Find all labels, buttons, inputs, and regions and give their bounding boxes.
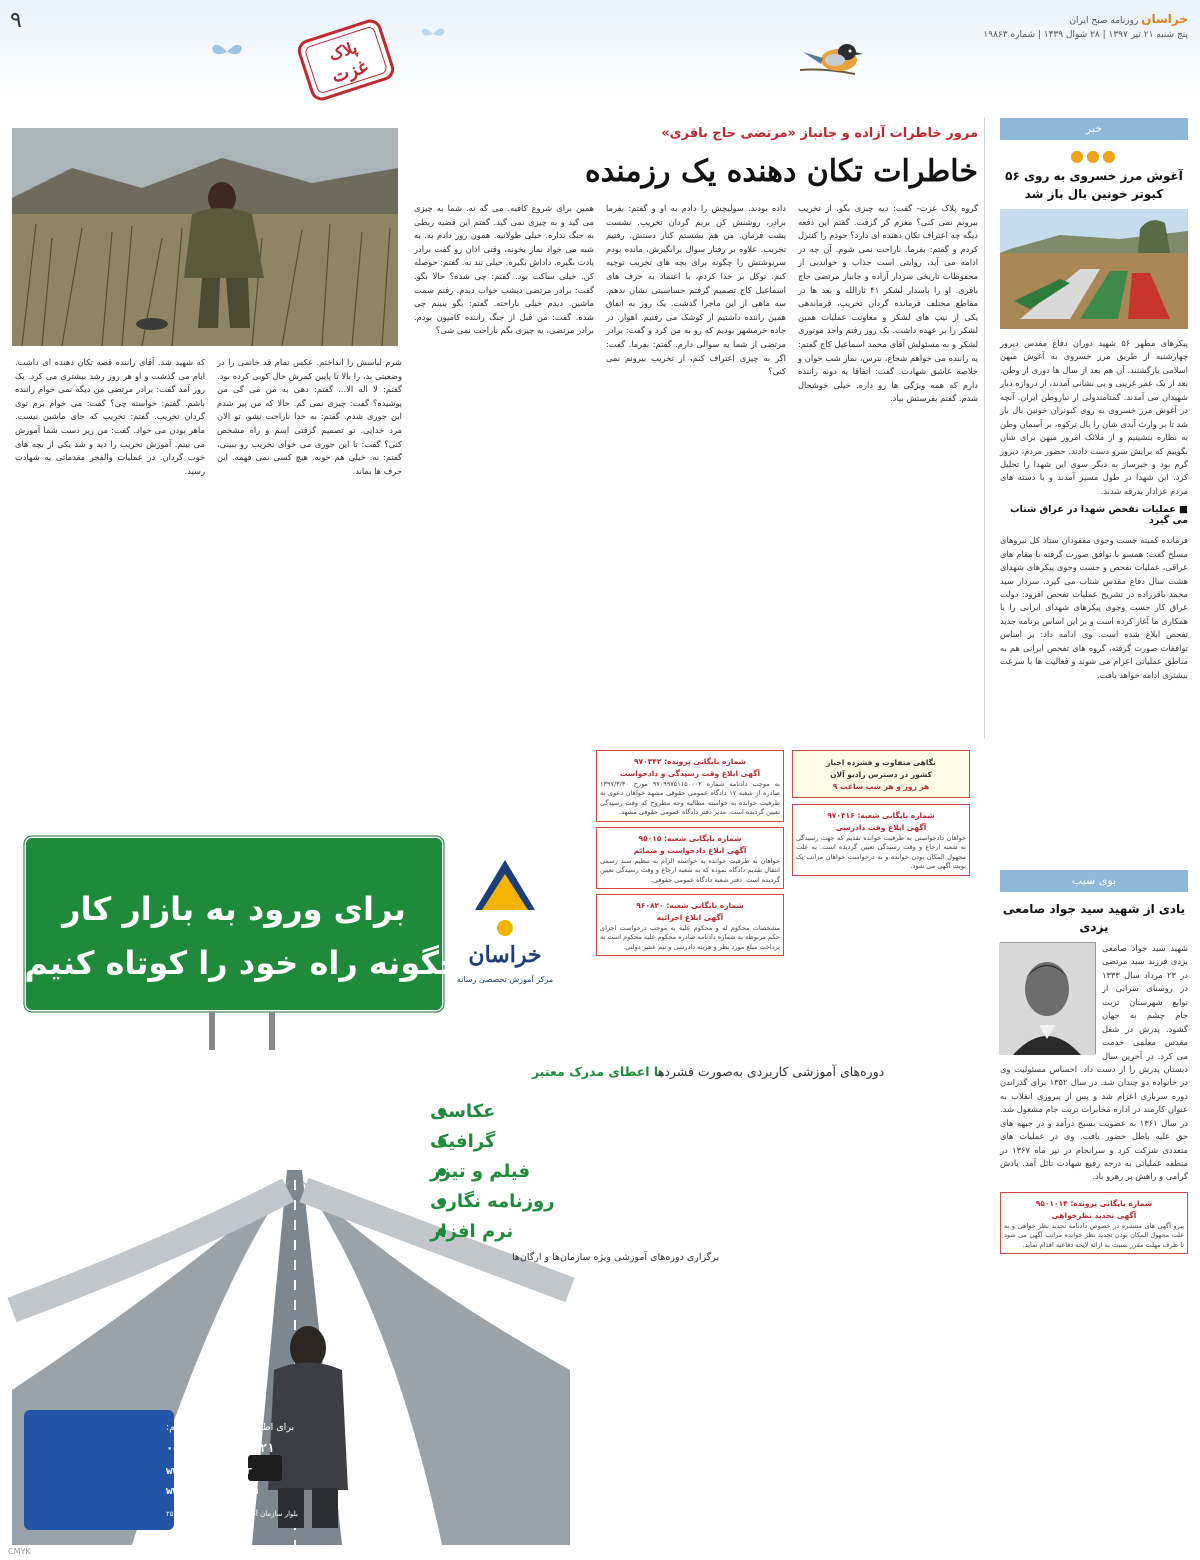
ad-headline-1: برای ورود به بازار کار [62, 890, 406, 928]
article-column-3: همین برای شروع کافیه. می گه نه. شما به چیزی می گید و به چیزی نمی گید. گفتم این قضیه ربطی به جنگ نداره. خیلی طولانیه. همون روز دادم به. به شبه می خواد نماز بخونه، وقتی اذان رو گفت برادر یادت بگیره. داداش بگیره. خیلی تند نه. گفتم: حوصله کن. خیلی ساکت بود. گفتم: چی شده؟ حالا بگو. گفت: برادر مرتضی دیشب خواب دیدم. رفتم سمت ماشین. دیدم خیلی ناراحته. گفتم: بگو ببینم چی شده. گفت: من قبل از جنگ راننده کامیون بودم. برادر مرتضی، یه چیزی بگم ناراحت نمی شی؟ [414, 203, 594, 336]
soldier-in-field-image [12, 128, 398, 346]
legal-notice [596, 894, 784, 956]
legal-notice [596, 750, 784, 822]
ad-note: برگزاری دوره‌های آموزشی ویژه سازمان‌ها و ارگان‌ها [512, 1252, 720, 1263]
article-title: خاطرات تکان دهنده یک رزمنده [584, 154, 978, 189]
martyr-portrait [1000, 942, 1096, 1054]
coffins-image [1000, 209, 1188, 329]
ad-course: نرم افزار [430, 1221, 514, 1242]
side-news-title: آغوش مرز خسروی به روی ۵۶ کبوتر خونین بال باز شد [1005, 169, 1183, 201]
side-news-subtitle: ■ عملیات تفحص شهدا در عراق شتاب می گیرد [1010, 504, 1188, 527]
ad-address: بلوار سازمان آب - شهید صادقی ۱۸ - پلاک ۲۵ [166, 1510, 298, 1518]
legal-notice-head: آگهی ابلاغ وقت رسیدگی و دادخواست [619, 769, 761, 778]
ad-website: www.edu-kh.ir [166, 1464, 253, 1477]
legal-notice-number: شماره بایگانی شعبه: ۹۷۰۳۱۶ [827, 811, 935, 820]
butterfly-icon [210, 40, 244, 64]
legal-notice-head: آگهی ابلاغ اجرائیه [656, 912, 724, 922]
article-column-2: داده بودند. سولیچش را دادم به او و گفتم: بفرما برادر، روشنش کن بریم گردان تخریب. نشست پشت فرمان. من هم نشستم کنار دستش. رفتیم تخریب. علاوه بر رفتار سوال برانگیزش، مانده بودم سرنوشتش را چگونه برای بچه های تخریب توجیه کنم. توکل بر خدا کردم، با اعتماد به حرف های اسماعیل کاج تصمیم گرفتم حساسیتی نشان ندهم. سه ماهی از این ماجرا گذشت. یک روز به اتفاق همین راننده داشتیم از کوشک می رفتیم. اهواز. در جاده خرمشهر بودیم که رو به من کرد و گفت: برادر مرتضی از شما یه سوالی دارم. گفتم: بفرما. گفت: اگر به چیزی اعتراف کنم، از تخریب بیرونم نمی کنی؟ [606, 203, 786, 377]
side-news-sub-body: فرمانده کمیته جست وجوی مفقودان ستاد کل نیروهای مسلح گفت: همسو با توافق صورت گرفته با مقام های عراقی، عملیات تفحص و جست وجوی پیکرهای شهدای هشت سال دفاع مقدس شتاب می گیرد. سردار سید محمد باقرزاده در تشریح عملیات تفحص افزود: دولت عراق کار جست وجوی پیکرهای شهدای ایرانی را با همکاری ما آغاز کرده است و بر این اساس برنامه جدید تفحص ابلاغ شده است. وی ادامه داد: بر اساس توافقات صورت گرفته، گروه های تفحص ایرانی هم به مناطق عملیاتی اعزام می شوند و فعالیت ها با سرعت بیشتری ادامه خواهد یافت. [1000, 535, 1188, 680]
paper-tagline: روزنامه صبح ایران [1069, 16, 1139, 26]
issue-date-line: پنج شنبه ۲۱ تیر ۱۳۹۷ | ۲۸ شوال ۱۴۳۹ | شماره ۱۹۸۶۳ [983, 29, 1188, 40]
legal-notice-head: آگهی ابلاغ وقت دادرسی [835, 823, 927, 832]
side-news-head: خبر [1000, 118, 1188, 140]
legal-notice-head: آگهی ابلاغ دادخواست و ضمائم [633, 845, 747, 855]
legal-notice [596, 827, 784, 889]
radio-badge-line2: کشور در دسترس رادیو آلان [830, 770, 932, 779]
butterfly-icon [420, 24, 446, 44]
side-news-photo [1000, 209, 1188, 329]
radio-badge-line1: نگاهی متفاوت و فشرده اخبار [826, 758, 936, 767]
masthead-line [983, 10, 1188, 42]
legal-notice-body: به موجب دادنامه شماره ۹۷۰۹۹۷۵۱۱۵۰۰۰۲ مورخ ۱۳۹۷/۳/۳۰ صادره از شعبه ۱۷ دادگاه عمومی حقوقی مشهد خواهان دعوی به طرفیت خوانده به خواسته مطالبه وجه مطروح که وقت رسیدگی تعیین گردیده است. مدیر دفتر دادگاه عمومی حقوقی مشهد. [600, 780, 780, 817]
article-column-1: گروه پلاک عزت- گفت: دیه چیزی بگو. از تخریب بیرونم نمی کنی؟ مغزم گر گرفت. گفتم این دفعه دیگه چه اعتراف تکان دهنده ای دارد؟ خودم را کنترل کردم و گفتم: بفرما. ناراحت نمی شوم. آن چه در ادامه می آید، روایتی است جذاب و خواندنی از محفوظات تاریخی سردار آزاده و جانباز مرتضی حاج باقری. او را پاسدار لشکر ۴۱ ثارالله و بعد ها در مقاطع مختلف فرمانده گردان تخریب، فرماندهی یکی از تیپ های لشکر و معاونت عملیات همین لشکر را بر عهده داشت. یک روز رفتم واحد موتوری لشکر و به مسئولش آقای محمد اسماعیل کاج گفتم: یه راننده می خواهم شجاع، نترس، نماز شب خوان و خلاصه عاشق شهادت. گفت: اتفاقا یه دونه راننده دارم که همه ویژگی ها رو داره. خیلی خوشحال شدم. گفتم بفرستش بیاد. [798, 203, 979, 404]
ad-course: فیلم و تیزر [430, 1161, 530, 1182]
portrait-image [999, 943, 1095, 1055]
ad-subhead-text: دوره‌های آموزشی کاربردی به‌صورت فشرده [657, 1064, 885, 1079]
boye-sib-title: یادی از شهید سید جواد صامعی یزدی [1002, 902, 1186, 934]
badge-text-1: پلاک [326, 37, 360, 65]
ad-course: عکاسی [430, 1101, 496, 1122]
ad-course: روزنامه نگاری [430, 1191, 555, 1212]
legal-notice-number: شماره بایگانی شعبه: ۹۵۰۱۵ [638, 833, 742, 843]
radio-badge [792, 750, 970, 798]
badge-text-2: غزت [329, 56, 371, 88]
boye-sib-column [1000, 870, 1188, 1545]
side-news-subtitle-text: عملیات تفحص شهدا در عراق شتاب می گیرد [1010, 504, 1188, 527]
side-news-body: پیکرهای مطهر ۵۶ شهید دوران دفاع مقدس دیروز چهارشنبه از طریق مرز خسروی به آغوش میهن اسلامی بازگشتند. آن هم بعد از سال ها دوری از وطن. بعد از یک عمر غریبی و بی نشانی آمدند، از دروازه دیار شهیدان می آمدند. گمنامندولی از تباروطن ایران. آنچه در آغوش مرز خسروی به روی کبوتران خونین بال باز شد تا بر وارث آبدی شان را بال ترکوه، بر آسمان وطن به نظاره بنشینیم و از ملائک امروز میهن برای شان بگوییم که برایش سرو دست دادند. حضور مردم، دیروز گرم بود و خبرساز به دیگر سوی این شهدا را تجلیل کرد. این شهدا در طول مسیر آمدند و با دسته های مردم عزادار بدرقه شدند. [1000, 338, 1188, 496]
boye-sib-head: بوی سیب [1000, 870, 1188, 892]
radio-badge-line3: هر روز و هر شب ساعت ۹ [832, 782, 930, 791]
column-divider [984, 118, 985, 738]
bird-illustration [795, 30, 875, 90]
legal-column-a [596, 750, 784, 1545]
article-photo [12, 128, 398, 346]
legal-notice-head: آگهی تجدید نظرخواهی [1051, 1210, 1137, 1220]
side-news-column [1000, 118, 1188, 682]
ad-telegram: www.t.me/edukh [166, 1484, 259, 1497]
page-number: ۹ [10, 8, 22, 33]
ad-brand-name: خراسان [468, 942, 542, 968]
article-kicker: مرور خاطرات آزاده و جانباز «مرتضی حاج باقری» [661, 126, 978, 141]
ad-course: گرافیک [430, 1131, 496, 1152]
main-article [12, 118, 978, 738]
cmyk-mark: CMYK [8, 1547, 31, 1556]
legal-notice-body: مشخصات محکوم له و محکوم علیه به موجب درخواست اجرای حکم مربوطه به شماره دادنامه صادره محکوم علیه محکوم است به پرداخت مبلغ مورد نظر و هزینه دادرسی و نیم عشر دولتی. [600, 923, 780, 951]
paper-name: خراسان [1141, 12, 1188, 26]
ad-subhead-emph: با اعطای مدرک معتبر [532, 1064, 664, 1079]
legal-notice-body: خواهان به طرفیت خوانده به خواسته الزام به تنظیم سند رسمی انتقال تقدیم دادگاه نموده که به شعبه ارجاع و وقت رسیدگی تعیین گردیده است. دفتر شعبه دادگاه عمومی حقوقی. [600, 856, 780, 884]
article-column-4: شرم لباسش را انداختم. عکس تمام قد خانمی را در وضعیتی بد، را بالا تا پایین کمرش حال کوبی کرده بود. گفتم: لا اله الا... گفتم: دهی به من می گی من پوشیده؟ گفت: چیزی نمی گم. حالا که من پیر شدم این جوری شدم. گفتم: به خدا ناراحت نشو، تو الان مرد خدایی. تو تصمیم گرفتی اسم و راه مشخص کنی؟ گفت: تا این جوری می خوای تخریب رو ببینی، گفتم: نه. خیلی هم خوبه. هیچ کسی نمی فهمه. این حرف ها بماند. [217, 357, 402, 476]
legal-column-b [792, 750, 970, 1545]
ad-headline-2: چگونه راه خود را کوتاه کنیم؟ [5, 944, 463, 982]
page-header [0, 0, 1200, 108]
legal-notice-number: شماره بایگانی شعبه: ۹۶۰۸۲۰ [636, 900, 744, 910]
ad-contact-title: برای اطلاع از دوره ها و ثبت نام: [166, 1422, 295, 1433]
ad-phone: ۰۵۱-۳۷۰۰۹۲۲۵-۲۱ [166, 1441, 275, 1455]
legal-notice-number: شماره بایگانی پرونده: ۹۵۰۱۰۱۴ [1035, 1198, 1153, 1208]
legal-notice-body: پیرو آگهی های منتشره در خصوص دادنامه تجدید نظر خواهی و به علت مجهول المکان بودن تجدید نظر خوانده مراتب آگهی می شود تا ظرف مهلت مقرر نسبت به ارائه لایحه دفاعیه اقدام نماید. [1004, 1221, 1184, 1249]
ad-brand-sub: مرکز آموزش تخصصی رسانه [456, 975, 554, 984]
legal-notice [1000, 1192, 1188, 1254]
legal-notice-body: خواهان دادخواستی به طرفیت خوانده تقدیم که جهت رسیدگی به شعبه ارجاع و وقت رسیدگی تعیین گردیده است. به علت مجهول المکان بودن خوانده و به درخواست خواهان مراتب یک نوبت آگهی می شود. [796, 834, 966, 871]
boye-sib-body: شهید سید جواد صامعی یزدی فرزند سید مرتضی در ۲۳ مرداد سال ۱۳۳۳ در روستای سرابی از توابع شهرستان تربت جام چشم به جهان گشود. پدرش در شغل مقدس معلمی خدمت می کرد. در آخرین سال دبستان پدرش را از دست داد. احساس مسئولیت وی در خانواده دو چندان شد. در سال ۱۳۵۲ برای گذراندن دوره سربازی اعزام شد و پس از پیروزی انقلاب به عنوان کارمند در اداره مخابرات تربت جام مشغول شد. در سال ۱۳۶۱ به عضویت بسیج درآمد و در جبهه های حق علیه باطل حضور یافت. وی در عملیات های متعددی شرکت کرد و سرانجام در تیر ماه ۱۳۶۷ در منطقه عملیاتی به درجه رفیع شهادت نائل آمد. یادش گرامی و راهش پر رهرو باد. [1000, 943, 1189, 1182]
legal-notice-number: شماره بایگانی پرونده: ۹۷۰۳۴۲ [633, 757, 747, 766]
legal-notice [792, 804, 970, 876]
article-column-5: که شهید شد. آقای راننده قصه تکان دهنده ای داشت. ایام می گذشت و او هر روز رشد بیشتری می کرد. یک روز آمد گفت: برادر مرتضی من دیگه نمی خوام راننده باشم. گفتم: خواسته چی؟ گفت: می خوام برم توی گردان تخریب. گفتم: تخریب که جای ماشین نیست. ماهر بودن می خواد. گفت: من زیر دست شما آموزش می بینم. آموزش تخریب را دید و شد یکی از بچه های خوب گردان. در عملیات والفجر مقدماتی به شهادت رسید. [15, 357, 205, 476]
dots-ornament: ●●● [1070, 146, 1118, 165]
